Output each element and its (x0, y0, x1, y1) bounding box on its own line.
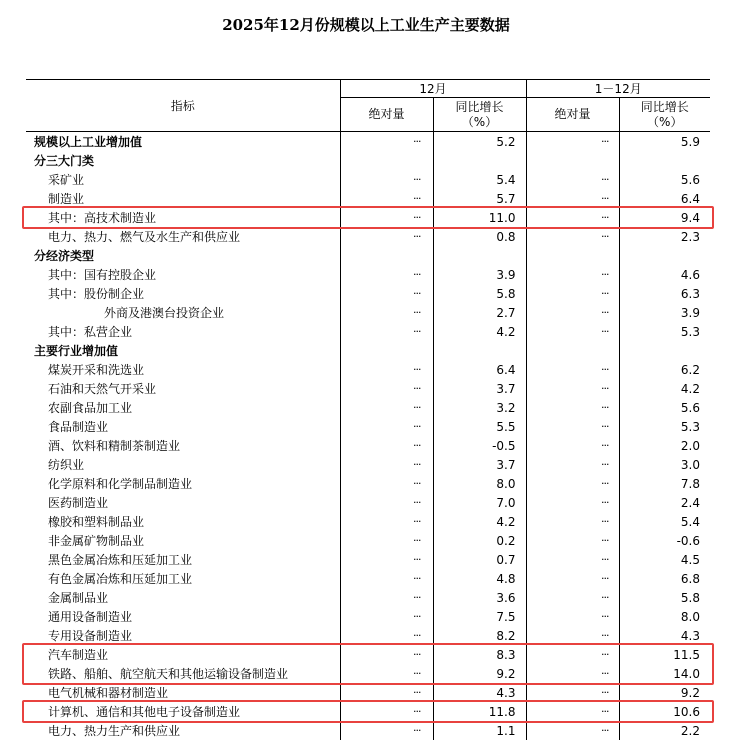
row-name: 酒、饮料和精制茶制造业 (48, 439, 181, 453)
month-abs-cell: ··· (340, 550, 433, 569)
ytd-yoy-cell: 2.3 (619, 227, 710, 246)
table-row (26, 607, 710, 626)
month-abs-cell: ··· (340, 417, 433, 436)
month-abs-cell: ··· (340, 379, 433, 398)
ytd-yoy-cell: -0.6 (619, 531, 710, 550)
month-abs-cell (340, 341, 433, 360)
month-abs-cell (340, 151, 433, 170)
month-yoy-cell: 5.8 (433, 284, 526, 303)
ytd-yoy-cell (619, 246, 710, 265)
ytd-abs-cell: ··· (526, 607, 619, 626)
ytd-yoy-cell: 3.9 (619, 303, 710, 322)
table-row (26, 265, 710, 284)
ytd-abs-cell: ··· (526, 208, 619, 227)
table-row (26, 550, 710, 569)
month-abs-cell: ··· (340, 436, 433, 455)
ytd-yoy-cell: 8.0 (619, 607, 710, 626)
month-abs-cell: ··· (340, 721, 433, 740)
ytd-abs-cell: ··· (526, 531, 619, 550)
month-yoy-cell: 4.3 (433, 683, 526, 702)
month-abs-cell: ··· (340, 322, 433, 341)
month-yoy-cell: 3.2 (433, 398, 526, 417)
month-yoy-cell: 0.8 (433, 227, 526, 246)
ytd-abs-cell (526, 341, 619, 360)
row-name: 电气机械和器材制造业 (48, 686, 169, 700)
ytd-abs-cell: ··· (526, 550, 619, 569)
ytd-yoy-cell: 3.0 (619, 455, 710, 474)
ytd-yoy-cell: 6.4 (619, 189, 710, 208)
ytd-yoy-cell: 14.0 (619, 664, 710, 683)
ytd-abs-cell (526, 151, 619, 170)
highlight-box (22, 700, 714, 723)
month-abs-cell (340, 246, 433, 265)
ytd-abs-cell: ··· (526, 702, 619, 721)
row-name: 其中：私营企业 (48, 325, 133, 339)
ytd-yoy-cell: 6.3 (619, 284, 710, 303)
ytd-yoy-cell: 5.6 (619, 170, 710, 189)
month-abs-cell: ··· (340, 512, 433, 531)
month-yoy-cell: 3.7 (433, 379, 526, 398)
month-yoy-cell: 4.2 (433, 512, 526, 531)
month-yoy-cell: 0.7 (433, 550, 526, 569)
month-yoy-cell: -0.5 (433, 436, 526, 455)
ytd-yoy-cell: 6.8 (619, 569, 710, 588)
ytd-yoy-cell: 10.6 (619, 702, 710, 721)
ytd-yoy-header: 同比增长 （%） (619, 98, 710, 132)
row-name: 非金属矿物制品业 (48, 534, 145, 548)
ytd-abs-cell: ··· (526, 645, 619, 664)
month-yoy-cell: 5.2 (433, 132, 526, 152)
ytd-abs-cell: ··· (526, 474, 619, 493)
month-abs-cell: ··· (340, 284, 433, 303)
ytd-abs-cell: ··· (526, 569, 619, 588)
ytd-yoy-cell (619, 341, 710, 360)
ytd-yoy-cell: 4.3 (619, 626, 710, 645)
row-name: 专用设备制造业 (48, 629, 133, 643)
table-header (26, 80, 710, 132)
ytd-abs-cell: ··· (526, 170, 619, 189)
row-name: 石油和天然气开采业 (48, 382, 157, 396)
table-row (26, 132, 710, 152)
month-yoy-cell: 5.4 (433, 170, 526, 189)
month-yoy-cell: 5.5 (433, 417, 526, 436)
table-row (26, 227, 710, 246)
row-name: 采矿业 (48, 173, 85, 187)
ytd-yoy-cell: 2.2 (619, 721, 710, 740)
row-name: 汽车制造业 (48, 648, 109, 662)
table-row (26, 531, 710, 550)
ytd-yoy-cell: 4.6 (619, 265, 710, 284)
table-row (26, 721, 710, 740)
month-abs-cell: ··· (340, 208, 433, 227)
table-row (26, 436, 710, 455)
table-row (26, 455, 710, 474)
month-abs-cell: ··· (340, 702, 433, 721)
ytd-abs-cell: ··· (526, 265, 619, 284)
table-row (26, 588, 710, 607)
month-yoy-cell: 3.6 (433, 588, 526, 607)
row-name: 主要行业增加值 (34, 344, 119, 358)
table-row (26, 493, 710, 512)
month-yoy-cell: 3.7 (433, 455, 526, 474)
ytd-abs-cell: ··· (526, 417, 619, 436)
row-name: 规模以上工业增加值 (34, 135, 143, 149)
ytd-yoy-cell: 5.9 (619, 132, 710, 152)
table-row (26, 417, 710, 436)
ytd-group-header: 1－12月 (526, 80, 710, 98)
ytd-abs-cell: ··· (526, 664, 619, 683)
month-yoy-cell: 4.8 (433, 569, 526, 588)
month-abs-cell: ··· (340, 189, 433, 208)
month-yoy-cell: 8.0 (433, 474, 526, 493)
ytd-yoy-cell: 2.0 (619, 436, 710, 455)
month-abs-cell: ··· (340, 683, 433, 702)
row-name: 化学原料和化学制品制造业 (48, 477, 193, 491)
month-abs-cell: ··· (340, 398, 433, 417)
ytd-abs-cell: ··· (526, 227, 619, 246)
ytd-yoy-cell: 9.4 (619, 208, 710, 227)
month-abs-cell: ··· (340, 588, 433, 607)
table-row (26, 398, 710, 417)
ytd-yoy-cell: 4.5 (619, 550, 710, 569)
month-yoy-cell: 11.0 (433, 208, 526, 227)
row-name: 分经济类型 (34, 249, 95, 263)
month-yoy-cell: 8.3 (433, 645, 526, 664)
row-name: 制造业 (48, 192, 85, 206)
ytd-yoy-cell: 5.6 (619, 398, 710, 417)
row-name: 电力、热力、燃气及水生产和供应业 (48, 230, 241, 244)
month-yoy-header: 同比增长 （%） (433, 98, 526, 132)
month-abs-cell: ··· (340, 645, 433, 664)
row-name: 农副食品加工业 (48, 401, 133, 415)
table-row (26, 151, 710, 170)
ytd-abs-cell: ··· (526, 132, 619, 152)
row-name: 计算机、通信和其他电子设备制造业 (48, 705, 241, 719)
ytd-abs-cell (526, 246, 619, 265)
ytd-yoy-cell: 2.4 (619, 493, 710, 512)
month-abs-cell: ··· (340, 626, 433, 645)
row-name: 有色金属冶炼和压延加工业 (48, 572, 193, 586)
ytd-abs-cell: ··· (526, 455, 619, 474)
ytd-abs-cell: ··· (526, 493, 619, 512)
month-yoy-cell: 4.2 (433, 322, 526, 341)
ytd-abs-cell: ··· (526, 436, 619, 455)
ytd-abs-cell: ··· (526, 683, 619, 702)
month-yoy-cell: 5.7 (433, 189, 526, 208)
table-row (26, 512, 710, 531)
ytd-yoy-cell: 9.2 (619, 683, 710, 702)
row-name: 橡胶和塑料制品业 (48, 515, 145, 529)
month-yoy-cell: 3.9 (433, 265, 526, 284)
ytd-yoy-cell: 11.5 (619, 645, 710, 664)
ytd-abs-cell: ··· (526, 512, 619, 531)
row-name: 其中：高技术制造业 (48, 211, 157, 225)
row-name: 外商及港澳台投资企业 (104, 306, 225, 320)
month-abs-cell: ··· (340, 303, 433, 322)
month-abs-cell: ··· (340, 227, 433, 246)
month-abs-cell: ··· (340, 569, 433, 588)
month-abs-cell: ··· (340, 132, 433, 152)
ytd-yoy-cell: 5.3 (619, 322, 710, 341)
table-row (26, 284, 710, 303)
ytd-abs-cell: ··· (526, 360, 619, 379)
month-yoy-cell (433, 151, 526, 170)
month-yoy-cell: 8.2 (433, 626, 526, 645)
row-name: 黑色金属冶炼和压延加工业 (48, 553, 193, 567)
month-yoy-cell: 0.2 (433, 531, 526, 550)
ytd-yoy-cell: 5.8 (619, 588, 710, 607)
ytd-abs-cell: ··· (526, 189, 619, 208)
highlight-box (22, 206, 714, 229)
ytd-abs-cell: ··· (526, 626, 619, 645)
table-row (26, 379, 710, 398)
month-abs-cell: ··· (340, 170, 433, 189)
month-abs-cell: ··· (340, 360, 433, 379)
month-abs-cell: ··· (340, 474, 433, 493)
month-group-header: 12月 (340, 80, 526, 98)
ytd-yoy-cell: 5.3 (619, 417, 710, 436)
table-row (26, 170, 710, 189)
month-yoy-cell: 7.0 (433, 493, 526, 512)
table-row (26, 322, 710, 341)
table-row (26, 569, 710, 588)
ytd-abs-header: 绝对量 (526, 98, 619, 132)
row-name: 其中：股份制企业 (48, 287, 145, 301)
month-yoy-cell: 2.7 (433, 303, 526, 322)
ytd-yoy-cell: 5.4 (619, 512, 710, 531)
highlight-box (22, 643, 714, 685)
row-name: 其中：国有控股企业 (48, 268, 157, 282)
row-name: 食品制造业 (48, 420, 109, 434)
month-abs-cell: ··· (340, 664, 433, 683)
ytd-abs-cell: ··· (526, 398, 619, 417)
table-row (26, 474, 710, 493)
ytd-abs-cell: ··· (526, 721, 619, 740)
row-name: 铁路、船舶、航空航天和其他运输设备制造业 (48, 667, 289, 681)
page-title: 2025年12月份规模以上工业生产主要数据 (222, 16, 510, 34)
ytd-yoy-cell: 7.8 (619, 474, 710, 493)
month-abs-cell: ··· (340, 531, 433, 550)
ytd-yoy-cell: 4.2 (619, 379, 710, 398)
row-name: 金属制品业 (48, 591, 109, 605)
table-row (26, 303, 710, 322)
table-row (26, 246, 710, 265)
row-name: 分三大门类 (34, 154, 95, 168)
row-name: 电力、热力生产和供应业 (48, 724, 181, 738)
row-name: 通用设备制造业 (48, 610, 133, 624)
table-row (26, 341, 710, 360)
table-row (26, 360, 710, 379)
month-abs-cell: ··· (340, 455, 433, 474)
month-yoy-cell: 9.2 (433, 664, 526, 683)
ytd-abs-cell: ··· (526, 284, 619, 303)
ytd-yoy-cell (619, 151, 710, 170)
month-yoy-cell (433, 341, 526, 360)
ytd-yoy-cell: 6.2 (619, 360, 710, 379)
month-yoy-cell: 1.1 (433, 721, 526, 740)
ytd-abs-cell: ··· (526, 379, 619, 398)
row-name: 医药制造业 (48, 496, 109, 510)
month-yoy-cell: 7.5 (433, 607, 526, 626)
ytd-abs-cell: ··· (526, 322, 619, 341)
industrial-data-table (26, 79, 710, 740)
month-abs-cell: ··· (340, 607, 433, 626)
month-abs-cell: ··· (340, 493, 433, 512)
row-name: 煤炭开采和洗选业 (48, 363, 145, 377)
month-abs-header: 绝对量 (340, 98, 433, 132)
month-yoy-cell: 6.4 (433, 360, 526, 379)
month-yoy-cell: 11.8 (433, 702, 526, 721)
indicator-header: 指标 (26, 80, 340, 132)
month-abs-cell: ··· (340, 265, 433, 284)
month-yoy-cell (433, 246, 526, 265)
ytd-abs-cell: ··· (526, 303, 619, 322)
row-name: 纺织业 (48, 458, 85, 472)
ytd-abs-cell: ··· (526, 588, 619, 607)
